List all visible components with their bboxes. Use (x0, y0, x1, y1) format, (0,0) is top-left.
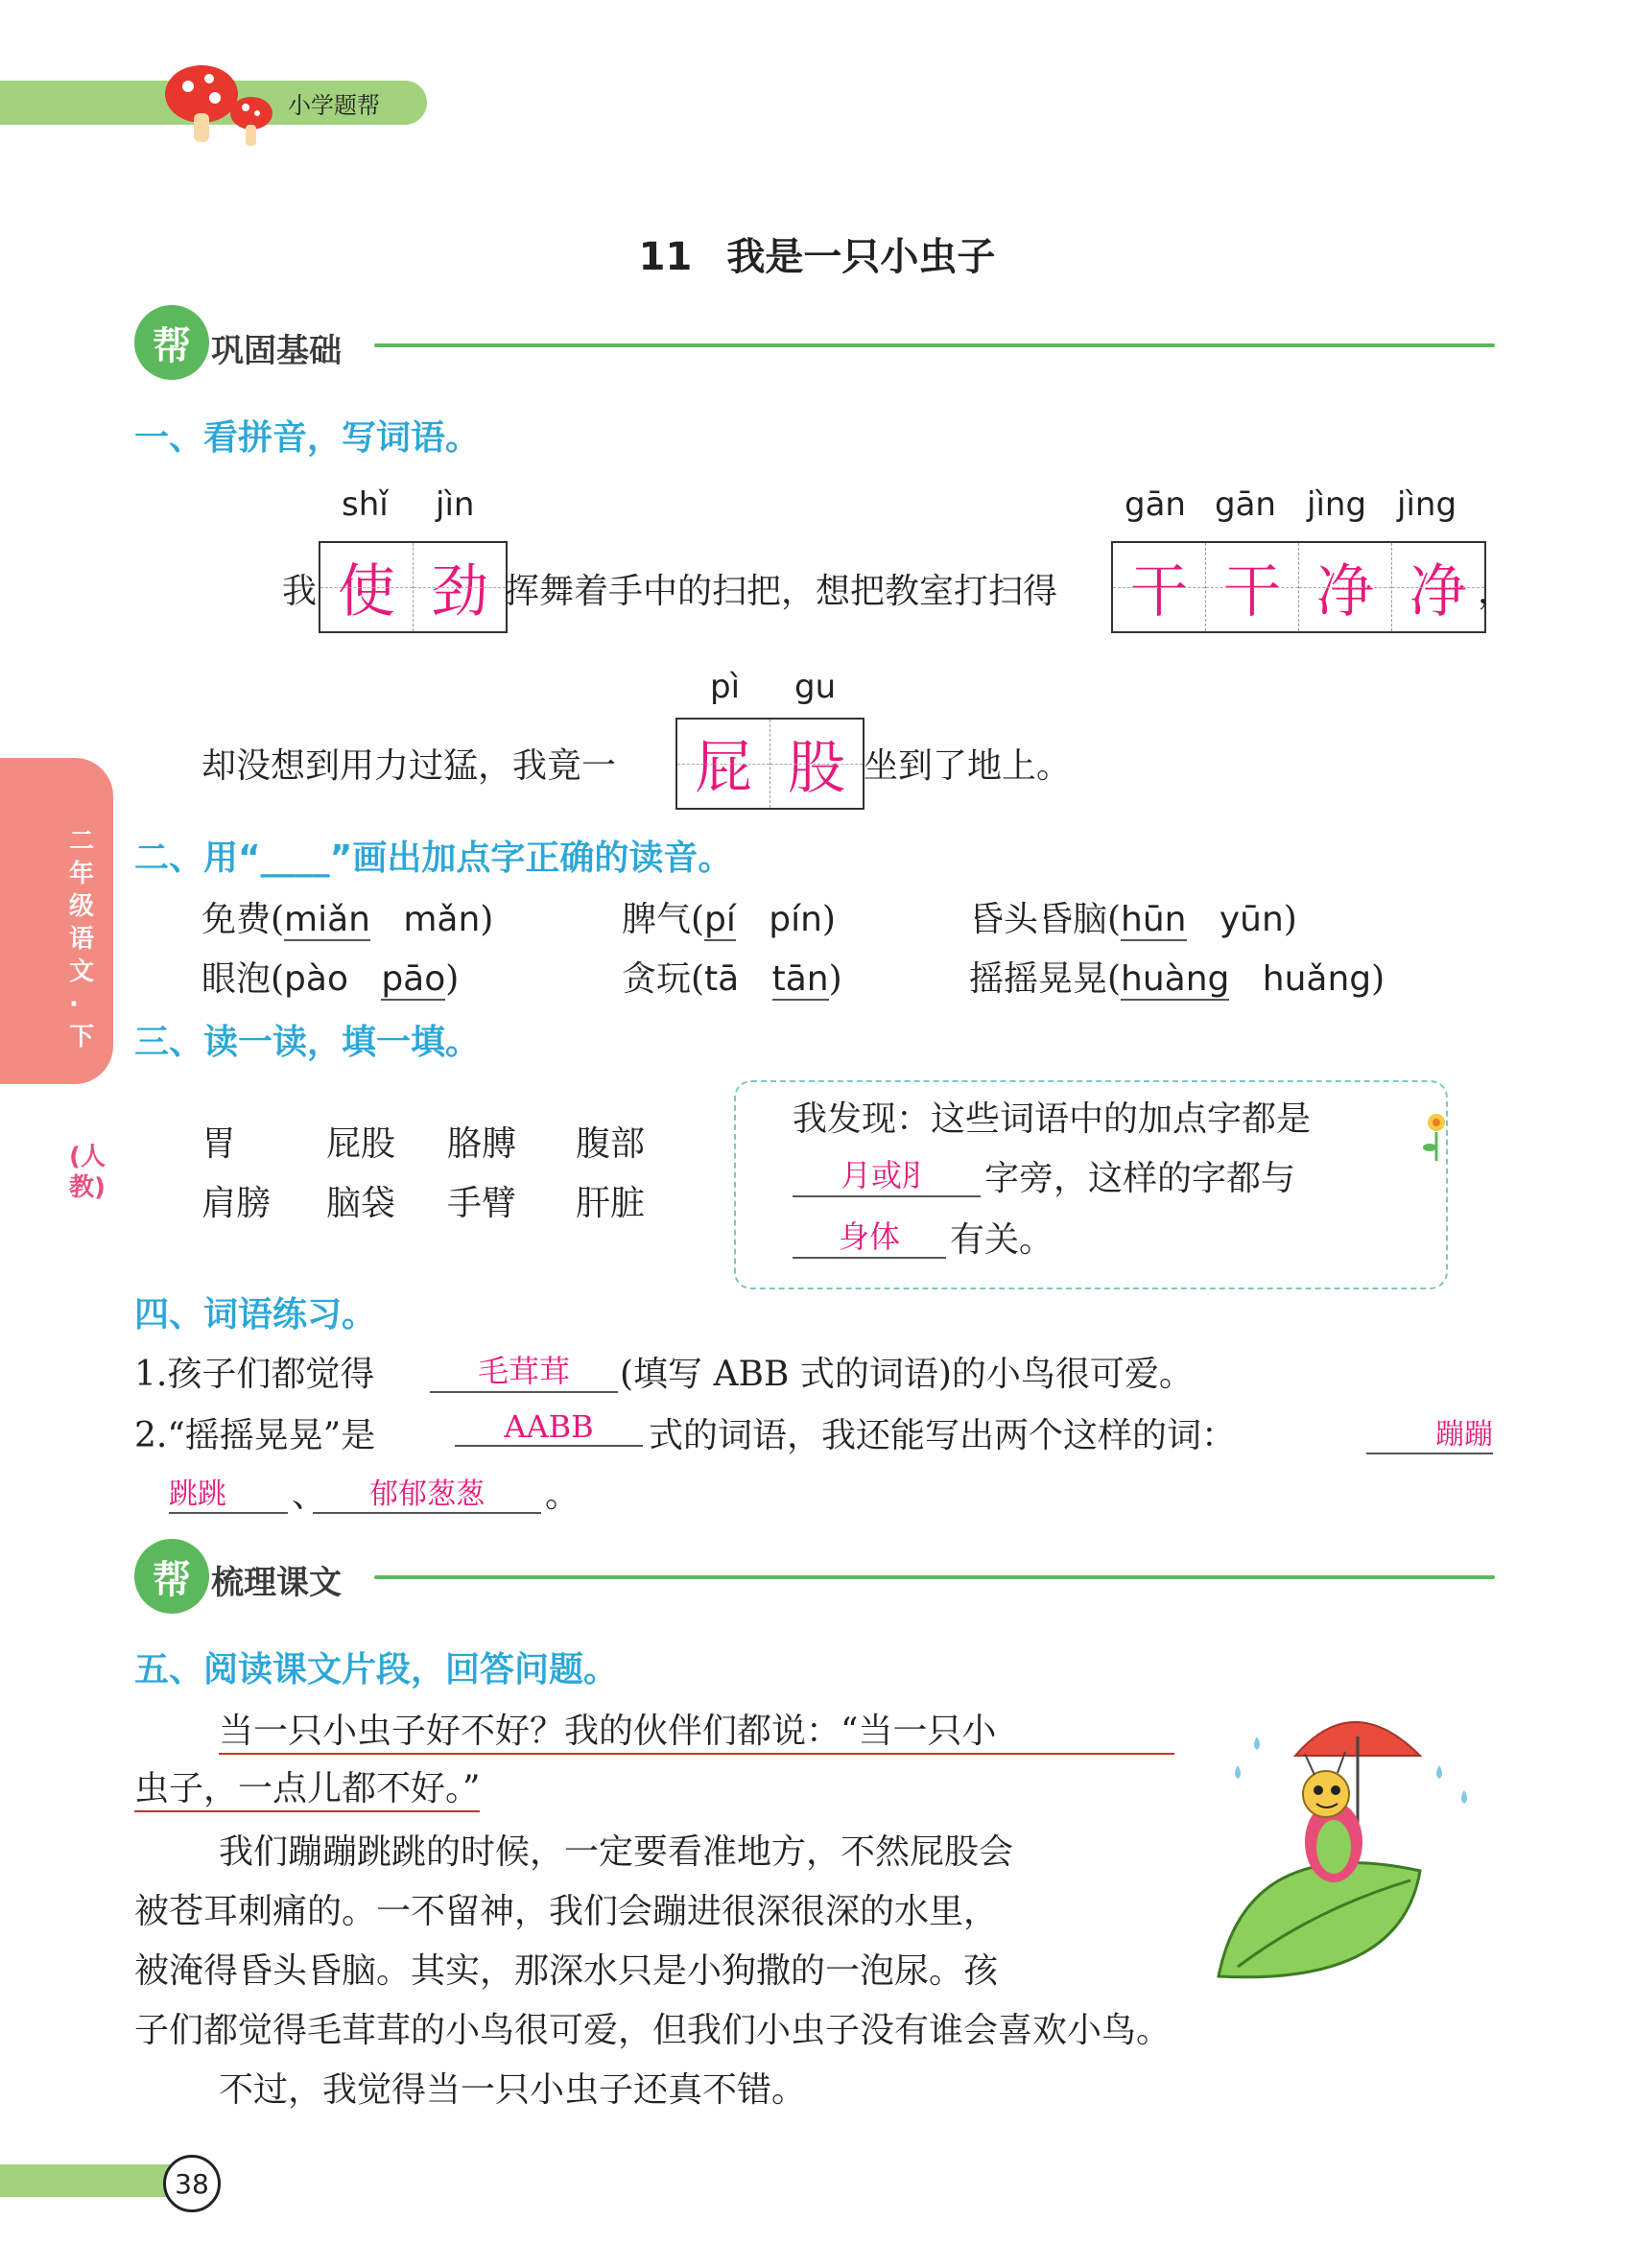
flower-icon (1420, 1109, 1453, 1163)
q2-word: 贪玩( (622, 959, 705, 999)
badge-circle: 帮 (134, 1539, 209, 1614)
q4-item-1-lead: 1.孩子们都觉得 (134, 1355, 375, 1394)
answer-char: 净 (1299, 543, 1392, 631)
q2-paren: ) (1283, 900, 1297, 939)
passage-line: 被苍耳刺痛的。一不留神，我们会蹦进很深很深的水里， (134, 1892, 999, 1931)
page-number: 38 (163, 2155, 221, 2212)
answer-char: 使 (320, 543, 414, 631)
discovery-text-1: 我发现：这些词语中的加点字都是 (793, 1099, 1312, 1139)
section-divider (374, 343, 1495, 347)
q4-item-2-answer: AABB (455, 1408, 643, 1447)
answer-char: 干 (1113, 543, 1206, 631)
discovery-answer-1: 月或⺼ (793, 1151, 981, 1197)
pinyin-shi: shǐ (342, 485, 389, 524)
q2-item (969, 952, 1385, 1001)
word-item: 脑袋 (326, 1184, 396, 1223)
lesson-number: 11 (638, 235, 693, 279)
q2-option-correct: pāo (381, 959, 446, 999)
section-divider (374, 1575, 1495, 1579)
answer-char: 劲 (414, 543, 506, 631)
discovery-answer-2: 身体 (793, 1213, 946, 1259)
passage-line: 子们都觉得毛茸茸的小鸟很可爱，但我们小虫子没有谁会喜欢小鸟。 (134, 2011, 1172, 2050)
q2-word: 眼泡( (201, 959, 285, 999)
q2-paren: ) (480, 900, 494, 939)
word-item: 腹部 (576, 1124, 646, 1164)
answer-char: 干 (1206, 543, 1299, 631)
question-1-heading: 一、看拼音，写词语。 (134, 418, 481, 458)
answer-char: 净 (1392, 543, 1484, 631)
pinyin-pi: pì (710, 668, 741, 706)
q4-item-2-answer-2a: 蹦蹦 (1366, 1410, 1493, 1454)
passage-line: 我们蹦蹦跳跳的时候，一定要看准地方，不然屁股会 (219, 1832, 1014, 1872)
answer-char: 屁 (677, 720, 770, 808)
sentence-part: 坐到了地上。 (864, 746, 1072, 786)
q2-word: 昏头昏脑( (969, 900, 1122, 939)
word-item: 肝脏 (576, 1184, 646, 1223)
q4-item-2-answer-2b: 跳跳 (169, 1470, 288, 1514)
q2-option: yūn (1219, 900, 1284, 939)
q2-option: huǎng (1262, 959, 1372, 999)
question-4-heading: 四、词语练习。 (134, 1295, 377, 1335)
pinyin-jin: jìn (436, 485, 475, 524)
question-5-heading: 五、阅读课文片段，回答问题。 (134, 1650, 619, 1689)
q2-option: pín (769, 900, 822, 939)
page-title (0, 226, 1634, 281)
q2-option: pào (284, 959, 348, 999)
brand-label: 小学题帮 (288, 92, 380, 119)
word-item: 手臂 (447, 1184, 517, 1223)
pinyin-jing-1: jìng (1307, 485, 1367, 524)
q2-option-correct: miǎn (284, 900, 370, 939)
sentence-part: 却没想到用力过猛，我竟一 (201, 746, 617, 786)
answer-box-3 (675, 718, 864, 810)
discovery-text-3: 有关。 (950, 1220, 1054, 1260)
mushroom-icon (163, 54, 288, 150)
side-tab-grade: 二年级语文·下 (69, 827, 95, 1051)
q2-paren: ) (828, 959, 842, 999)
q2-item (969, 892, 1297, 941)
q4-item-1-tail: (填写 ABB 式的词语)的小鸟很可爱。 (620, 1355, 1194, 1394)
question-3-heading: 三、读一读，填一填。 (134, 1023, 481, 1062)
discovery-text-2: 字旁，这样的字都与 (984, 1159, 1296, 1198)
sentence-part: 我 (282, 572, 318, 611)
badge-circle: 帮 (134, 305, 209, 380)
q4-separator: 、 (292, 1476, 327, 1515)
q2-option-correct: tān (771, 959, 829, 999)
q2-option: mǎn (403, 900, 481, 939)
answer-box-1 (319, 541, 508, 633)
section-badge (134, 305, 211, 382)
q4-item-2-tail: 式的词语，我还能写出两个这样的词： (649, 1416, 1237, 1455)
passage-line: 被淹得昏头昏脑。其实，那深水只是小狗撒的一泡尿。孩 (134, 1951, 999, 1991)
section-title-basics: 巩固基础 (211, 332, 342, 370)
q4-item-2-answer-3: 郁郁葱葱 (313, 1470, 541, 1514)
word-item: 胃 (201, 1124, 237, 1164)
word-item: 胳膊 (447, 1124, 517, 1164)
passage-line: 虫子，一点儿都不好。” (134, 1761, 480, 1812)
answer-box-2 (1111, 541, 1486, 633)
q4-period: 。 (545, 1476, 580, 1515)
word-item: 屁股 (326, 1124, 396, 1164)
q2-option-correct: huàng (1121, 959, 1230, 999)
passage-line: 当一只小虫子好不好？我的伙伴们都说：“当一只小 (219, 1704, 1174, 1755)
section-title-text-review: 梳理课文 (211, 1564, 342, 1602)
question-2-heading: 二、用“____”画出加点字正确的读音。 (134, 839, 733, 878)
q2-word: 摇摇晃晃( (969, 959, 1122, 999)
q2-option-correct: pí (704, 900, 736, 939)
passage-line: 不过，我觉得当一只小虫子还真不错。 (219, 2070, 807, 2110)
section-badge (134, 1539, 211, 1616)
pinyin-jing-2: jìng (1397, 485, 1457, 524)
q2-item (622, 952, 842, 1001)
q2-item (201, 892, 493, 941)
q2-paren: ) (1371, 959, 1385, 999)
q4-item-1-answer: 毛茸茸 (430, 1347, 618, 1393)
sentence-part: 挥舞着手中的扫把，想把教室打扫得 (505, 572, 1058, 611)
q4-item-2-lead: 2.“摇摇晃晃”是 (134, 1416, 376, 1455)
word-item: 肩膀 (201, 1184, 272, 1223)
sentence-part: ， (1478, 572, 1513, 611)
answer-char: 股 (770, 720, 863, 808)
q2-paren: ) (445, 959, 460, 999)
q2-paren: ) (821, 900, 836, 939)
q2-option: tā (704, 959, 740, 999)
q2-item (201, 952, 459, 1001)
q2-word: 免费( (201, 900, 285, 939)
q2-option-correct: hūn (1121, 900, 1187, 939)
lesson-title: 我是一只小虫子 (726, 235, 996, 279)
pinyin-gu: gu (794, 668, 837, 706)
bug-with-umbrella-illustration (1209, 1698, 1487, 1986)
q2-item (622, 892, 836, 941)
pinyin-gan-1: gān (1125, 485, 1186, 524)
q2-word: 脾气( (622, 900, 705, 939)
side-tab-edition: (人教) (69, 1143, 106, 1202)
pinyin-gan-2: gān (1215, 485, 1276, 524)
